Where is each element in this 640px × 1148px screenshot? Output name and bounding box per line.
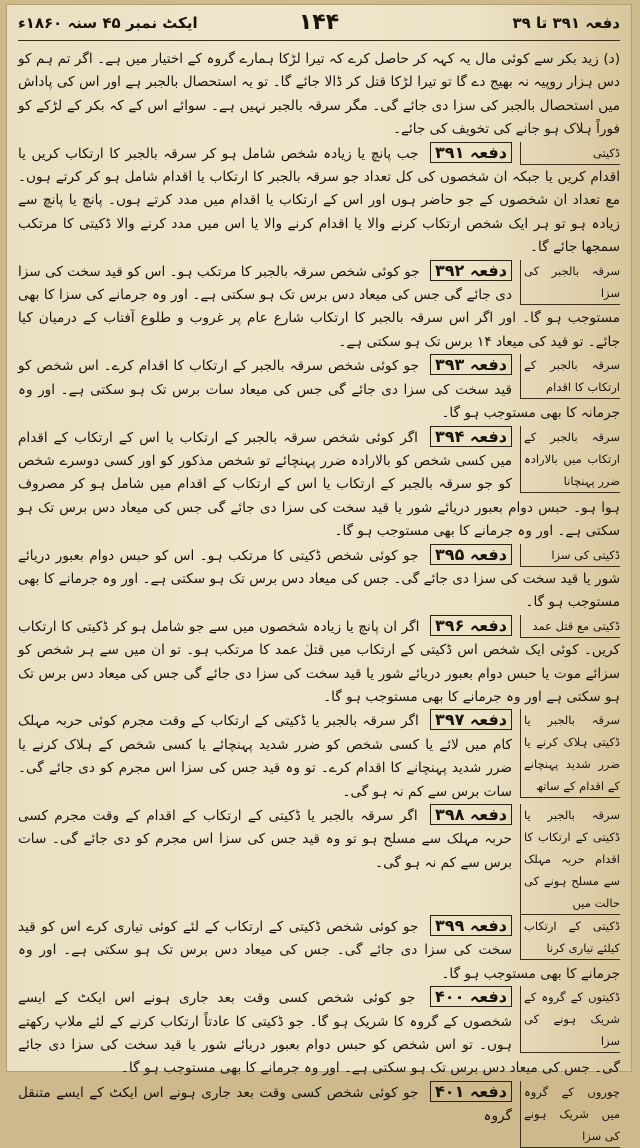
section-number: دفعہ ۳۹۷ (430, 709, 512, 730)
section-number: دفعہ ۴۰۰ (430, 986, 512, 1007)
section-400 (18, 986, 620, 1081)
section-394 (18, 426, 620, 544)
section-number: دفعہ ۳۹۵ (430, 544, 512, 565)
section-text: جو کوئی شخص ڈکیتی کا مرتکب ہو۔ اس کو حبس دوام بعبور دریائے شور یا قید سخت کی سزا دی جائے گی۔ جس کی میعاد دس برس تک ہو سکتی ہے۔ اور وہ جرمانے کا بھی مستوجب ہو گا۔ (18, 547, 620, 611)
margin-note: سرقہ بالجبر کی سزا (520, 260, 620, 305)
margin-note: ڈکیتی مع قتل عمد (520, 615, 620, 638)
section-395 (18, 544, 620, 615)
section-text: جو کوئی شخص سرقہ بالجبر کے ارتکاب کا اقدام کرے۔ اس شخص کو قید سخت کی سزا دی جائے گی جس کی میعاد سات برس تک ہو سکتی ہے۔ اور وہ جرمانہ کا بھی مستوجب ہو گا۔ (18, 358, 620, 422)
section-number: دفعہ ۳۹۲ (430, 260, 512, 281)
page-header (18, 10, 620, 41)
illustration-paragraph: (د) زید بکر سے کوئی مال یہ کہہ کر حاصل کرے کہ تیرا لڑکا ہمارے گروہ کے اختیار میں ہے۔ اگر تم ہم کو دس ہزار روپیہ نہ بھیج دے گا تو تیرا لڑکا قتل کر ڈالا جائے گا۔ تو یہ استحصال بالجبر ہے اور اس کی پاداش میں استحصال بالجبر کی سزا دی جائے گی۔ مگر سرقہ بالجبر نہیں ہے۔ سوائے اس کے کہ بکر کے لڑکے کو فوراً ہلاک ہو جانے کی تخویف کی جائے۔ (18, 51, 620, 138)
margin-note: سرقہ بالجبر یا ڈکیتی کے ارتکاب کا اقدام حربہ مہلک سے مسلح ہونے کی حالت میں (520, 804, 620, 915)
section-393 (18, 354, 620, 425)
margin-note: سرقہ بالجبر یا ڈکیتی ہلاک کرنے یا ضرر شدید پہنچانے کے اقدام کے ساتھ (520, 709, 620, 798)
section-text: جو کوئی شخص سرقہ بالجبر کا مرتکب ہو۔ اس کو قید سخت کی سزا دی جائے گی جس کی میعاد دس برس تک ہو سکتی ہے۔ اور وہ جرمانے کی سزا کا بھی مستوجب ہو گا۔ اور اگر اس سرقہ بالجبر کا ارتکاب شارع عام پر غروب و طلوع آفتاب کے درمیان کیا جائے۔ تو قید کی میعاد ۱۴ برس تک ہو سکتی ہے۔ (18, 263, 620, 350)
scanned-page (6, 4, 632, 1143)
section-number: دفعہ ۴۰۱ (430, 1081, 512, 1102)
margin-note: ڈکیتی (520, 142, 620, 165)
section-text: جب پانچ یا زیادہ شخص شامل ہو کر سرقہ بالجبر کا ارتکاب کریں یا اقدام کریں یا جبکہ ان شخصوں کی کل تعداد جو سرقہ بالجبر کا ارتکاب یا اقدام شامل ہو کر کرتے ہوں۔ مع تعداد ان شخصوں کے جو حاضر ہوں اور اس کے ارتکاب یا اقدام میں مدد کرتے ہوں۔ پانچ یا پانچ سے زیادہ ہو تو ہر ایک شخص ارتکاب کرنے والا یا اقدام کرنے والا یا اس میں مدد کرنے والا ڈکیتی کا مرتکب سمجھا جائے گا۔ (18, 145, 620, 256)
margin-note: ڈکیتی کے ارتکاب کیلئے تیاری کرنا (520, 915, 620, 960)
section-text: جو کوئی شخص ڈکیتی کے ارتکاب کے لئے کوئی تیاری کرے اس کو قید سخت کی سزا دی جائے گی۔ جس کی میعاد دس برس تک ہو سکتی ہے۔ اور وہ جرمانے کا بھی مستوجب ہو گا۔ (18, 919, 620, 982)
margin-note: چوروں کے گروہ میں شریک ہونے کی سزا (520, 1081, 620, 1148)
margin-note: ڈکیتوں کے گروہ کے شریک ہونے کی سزا (520, 986, 620, 1053)
section-398 (18, 804, 620, 910)
section-392 (18, 260, 620, 355)
margin-note: سرقہ بالجبر کے ارتکاب میں بالارادہ ضرر پہنچانا (520, 426, 620, 493)
section-text: جو کوئی شخص کسی وقت بعد جاری ہونے اس ایکٹ کے ایسے متنقل گروہ (18, 1084, 512, 1125)
section-text: اگر ان پانچ یا زیادہ شخصوں میں سے جو شامل ہو کر ڈکیتی کا ارتکاب کریں۔ کوئی ایک شخص اس ڈکیتی کے ارتکاب میں قتل عمد کا مرتکب ہو۔ تو ان میں سے ہر شخص کو سزائے موت یا حبس دوام بعبور دریائے شور یا قید سخت کی سزا دی جائے گی جس کی میعاد دس برس تک ہو سکتی ہے اور وہ جرمانے کا بھی مستوجب ہو گا۔ (18, 618, 620, 705)
paper-speck (526, 884, 529, 887)
section-range-heading: دفعہ ۳۹۱ تا ۳۹ (512, 14, 620, 32)
section-text: اگر کوئی شخص سرقہ بالجبر کے ارتکاب یا اس کے ارتکاب کے اقدام میں کسی شخص کو بالارادہ ضرر پہنچائے تو شخص مذکور کو اور کسی دوسرے شخص کو جو سرقہ بالجبر کے ارتکاب یا اس کے ارتکاب کے اقدام میں شامل ہو کر مصروف ہوا ہو۔ حبس دوام بعبور دریائے شور یا قید سخت کی سزا دی جائے گی جس کی میعاد دس برس تک ہو سکتی ہے۔ اور وہ جرمانے کا بھی مستوجب ہو گا۔ (18, 429, 620, 540)
paper-speck (46, 204, 49, 207)
section-text: اگر سرقہ بالجبر یا ڈکیتی کے ارتکاب کے اقدام کے وقت مجرم کسی حربہ مہلک سے مسلح ہو تو وہ قید جس کی سزا اس مجرم کو دی جائے گی۔ سات برس سے کم نہ ہو گی۔ (18, 808, 512, 871)
section-text: اگر سرقہ بالجبر یا ڈکیتی کے ارتکاب کے وقت مجرم کوئی حربہ مہلک کام میں لائے یا کسی شخص کو ضرر شدید پہنچائے یا کسی شخص کے ہلاک کرنے یا ضرر شدید پہنچانے کا اقدام کرے۔ تو وہ قید جس کی سزا اس مجرم کو دی جائے گی۔ سات برس سے کم نہ ہو گی۔ (18, 713, 512, 800)
margin-note: سرقہ بالجبر کے ارتکاب کا اقدام (520, 354, 620, 399)
paper-speck (306, 644, 309, 647)
section-number: دفعہ ۳۹۸ (430, 804, 512, 825)
section-number: دفعہ ۳۹۴ (430, 426, 512, 447)
section-396 (18, 615, 620, 710)
page-body (18, 48, 620, 1143)
section-number: دفعہ ۳۹۱ (430, 142, 512, 163)
section-text: جو کوئی شخص کسی وقت بعد جاری ہونے اس ایکٹ کے ایسے شخصوں کے گروہ کا شریک ہو گا۔ جو ڈکیتی کا عادتاً ارتکاب کرنے کے لئے ملاپ رکھتے ہوں۔ تو اس شخص کو حبس دوام بعبور دریائے شور یا قید سخت کی سزا دی جائے گی۔ جس کی میعاد دس برس تک ہو سکتی ہے۔ اور وہ جرمانے کا بھی مستوجب ہو گا۔ (18, 990, 620, 1077)
section-number: دفعہ ۳۹۳ (430, 354, 512, 375)
act-title-heading: ایکٹ نمبر ۴۵ سنہ ۱۸۶۰ء (18, 14, 198, 32)
page-number: ۱۴۴ (298, 10, 340, 35)
section-399 (18, 915, 620, 986)
section-391 (18, 142, 620, 260)
section-401 (18, 1081, 620, 1143)
section-397 (18, 709, 620, 804)
section-number: دفعہ ۳۹۹ (430, 915, 512, 936)
section-number: دفعہ ۳۹۶ (430, 615, 512, 636)
margin-note: ڈکیتی کی سزا (520, 544, 620, 567)
